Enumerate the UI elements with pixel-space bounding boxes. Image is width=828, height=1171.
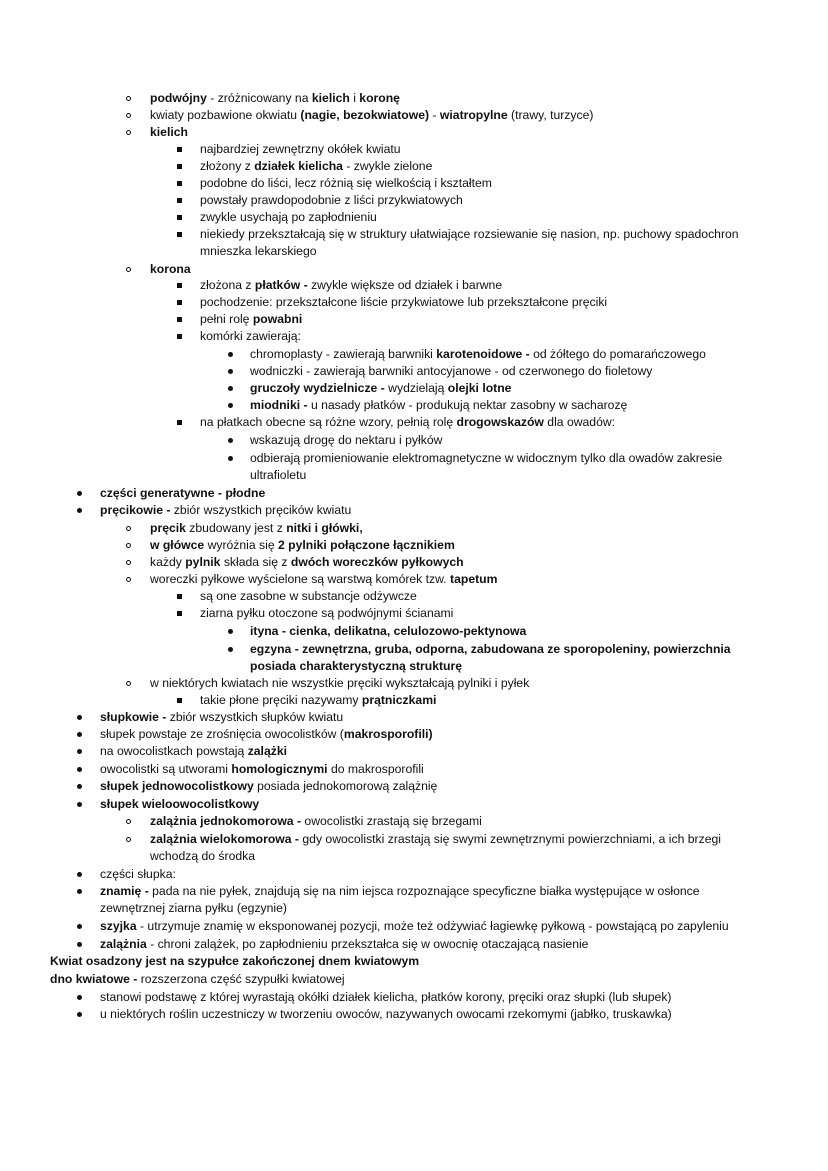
text-segment: ziarna pyłku otoczone są podwójnymi ścianami	[200, 606, 454, 620]
bullet-icon	[126, 537, 131, 554]
text-segment: na owocolistkach powstają	[100, 744, 248, 758]
filled-dot-bullet-icon	[77, 732, 82, 737]
filled-dot-bullet-icon	[77, 1012, 82, 1017]
text-segment: słupek powstaje ze zrośnięcia owocolistków (	[100, 727, 344, 741]
bold-term: koronę	[359, 91, 400, 105]
bullet-icon	[77, 1006, 82, 1023]
note-line	[50, 953, 419, 970]
bullet-icon	[228, 641, 233, 658]
note-line	[100, 989, 671, 1006]
bold-term: szyjka	[100, 919, 137, 933]
bold-term: słupek wieloowocolistkowy	[100, 797, 260, 811]
bold-term: części generatywne - płodne	[100, 486, 266, 500]
bullet-icon	[177, 175, 182, 192]
bullet-icon	[77, 796, 82, 813]
text-segment: ultrafioletu	[250, 468, 307, 482]
bullet-icon	[177, 588, 182, 605]
note-line	[200, 158, 432, 175]
bold-term: zalążki	[247, 744, 287, 758]
note-line	[100, 866, 176, 883]
bullet-icon	[77, 726, 82, 743]
bold-term: korona	[150, 262, 191, 276]
note-line	[100, 709, 343, 726]
note-line	[200, 311, 302, 328]
hollow-circle-bullet-icon	[126, 560, 131, 565]
text-segment: pełni rolę	[200, 312, 253, 326]
filled-dot-bullet-icon	[77, 491, 82, 496]
bullet-icon	[177, 605, 182, 622]
bold-term: pręcik	[150, 521, 186, 535]
square-bullet-icon	[177, 164, 182, 169]
bold-term: zalążnia jednokomorowa -	[150, 814, 302, 828]
text-segment: najbardziej zewnętrzny okółek kwiatu	[200, 142, 401, 156]
bold-term: prątniczkami	[361, 693, 437, 707]
note-line	[200, 605, 453, 622]
bold-term: wiatropylne	[439, 108, 508, 122]
bullet-icon	[77, 778, 82, 795]
text-segment: niekiedy przekształcają się w struktury ułatwiające rozsiewanie się nasion, np. puchowy spadochron	[200, 227, 739, 241]
bullet-icon	[177, 226, 182, 243]
note-line	[150, 675, 529, 692]
filled-dot-bullet-icon	[228, 386, 233, 391]
bold-term: (nagie, bezokwiatowe)	[300, 108, 430, 122]
note-line	[200, 243, 317, 260]
square-bullet-icon	[177, 594, 182, 599]
text-segment: -	[429, 108, 440, 122]
square-bullet-icon	[177, 198, 182, 203]
filled-dot-bullet-icon	[77, 924, 82, 929]
note-line	[200, 692, 436, 709]
filled-dot-bullet-icon	[77, 767, 82, 772]
text-segment: pada na nie pyłek, znajdują się na nim iejsca rozpoznające specyficzne białka występujące w osłonce	[148, 884, 700, 898]
note-line	[250, 467, 306, 484]
text-segment: owocolistki zrastają się brzegami	[301, 814, 482, 828]
note-line	[100, 502, 351, 519]
square-bullet-icon	[177, 300, 182, 305]
square-bullet-icon	[177, 334, 182, 339]
filled-dot-bullet-icon	[77, 942, 82, 947]
filled-dot-bullet-icon	[77, 889, 82, 894]
text-segment: owocolistki są utworami	[100, 762, 232, 776]
text-segment: kwiaty pozbawione okwiatu	[150, 108, 301, 122]
bold-term: dno kwiatowe -	[50, 972, 138, 986]
text-segment: zbudowany jest z	[185, 521, 287, 535]
bold-term: słupkowie -	[100, 710, 167, 724]
filled-dot-bullet-icon	[77, 508, 82, 513]
note-line	[250, 397, 627, 414]
note-line	[150, 848, 255, 865]
note-line	[150, 831, 721, 848]
note-line	[250, 641, 731, 658]
bold-term: ityna - cienka, delikatna, celulozowo-pektynowa	[250, 624, 527, 638]
bullet-icon	[126, 124, 131, 141]
bullet-icon	[77, 743, 82, 760]
note-line	[100, 726, 433, 743]
text-segment: zbiór wszystkich słupków kwiatu	[166, 710, 344, 724]
note-line	[100, 900, 287, 917]
note-line	[150, 571, 497, 588]
text-segment: każdy	[150, 555, 186, 569]
text-segment: zbiór wszystkich pręcików kwiatu	[170, 503, 352, 517]
text-segment: gdy owocolistki zrastają się swymi zewnętrznymi powierzchniami, a ich brzegi	[299, 832, 721, 846]
bullet-icon	[177, 692, 182, 709]
note-line	[100, 778, 437, 795]
note-line	[200, 277, 502, 294]
text-segment: na płatkach obecne są różne wzory, pełnią rolę	[200, 415, 457, 429]
text-segment: i	[349, 91, 360, 105]
filled-dot-bullet-icon	[228, 647, 233, 652]
hollow-circle-bullet-icon	[126, 267, 131, 272]
bullet-icon	[126, 831, 131, 848]
text-segment: powstały prawdopodobnie z liści przykwiatowych	[200, 193, 463, 207]
note-line	[200, 328, 301, 345]
bold-term: pylnik	[185, 555, 221, 569]
note-line	[150, 124, 188, 141]
text-segment: złożona z	[200, 278, 255, 292]
hollow-circle-bullet-icon	[126, 681, 131, 686]
filled-dot-bullet-icon	[77, 784, 82, 789]
bold-term: makrosporofili)	[343, 727, 433, 741]
note-line	[50, 971, 345, 988]
bullet-icon	[177, 328, 182, 345]
text-segment: dla owadów:	[543, 415, 616, 429]
bullet-icon	[77, 761, 82, 778]
note-line	[100, 918, 729, 935]
square-bullet-icon	[177, 317, 182, 322]
note-line	[150, 107, 593, 124]
text-segment: wodniczki - zawierają barwniki antocyjanowe - od czerwonego do fioletowy	[250, 364, 653, 378]
bold-term: Kwiat osadzony jest na szypułce zakończonej dnem kwiatowym	[50, 954, 420, 968]
bold-term: tapetum	[450, 572, 498, 586]
bullet-icon	[126, 520, 131, 537]
bold-term: działek kielicha	[254, 159, 343, 173]
bullet-icon	[77, 936, 82, 953]
text-segment: zwykle większe od działek i barwne	[307, 278, 503, 292]
bold-term: w główce	[150, 538, 205, 552]
bold-term: dwóch woreczków pyłkowych	[290, 555, 464, 569]
note-line	[150, 520, 363, 537]
text-segment: odbierają promieniowanie elektromagnetyczne w widocznym tylko dla owadów zakresie	[250, 451, 723, 465]
hollow-circle-bullet-icon	[126, 113, 131, 118]
bold-term: miodniki -	[250, 398, 308, 412]
bullet-icon	[177, 311, 182, 328]
note-line	[100, 883, 700, 900]
bullet-icon	[228, 450, 233, 467]
note-line	[200, 209, 377, 226]
text-segment: pochodzenie: przekształcone liście przykwiatowe lub przekształcone pręciki	[200, 295, 608, 309]
text-segment: - zwykle zielone	[342, 159, 433, 173]
bold-term: zalążnia	[100, 937, 147, 951]
text-segment: wskazują drogę do nektaru i pyłków	[250, 433, 443, 447]
text-segment: zewnętrznej ziarna pyłku (egzynie)	[100, 901, 287, 915]
bold-term: kielich	[150, 125, 188, 139]
text-segment: u niektórych roślin uczestniczy w tworzeniu owoców, nazywanych owocami rzekomymi (jabłko, truskawka)	[100, 1007, 672, 1021]
note-line	[100, 761, 424, 778]
square-bullet-icon	[177, 232, 182, 237]
text-segment: podobne do liści, lecz różnią się wielkością i kształtem	[200, 176, 492, 190]
text-segment: składa się z	[220, 555, 291, 569]
note-line	[100, 936, 588, 953]
note-line	[150, 554, 464, 571]
text-segment: są one zasobne w substancje odżywcze	[200, 589, 417, 603]
square-bullet-icon	[177, 147, 182, 152]
note-line	[250, 658, 462, 675]
text-segment: części słupka:	[100, 867, 176, 881]
hollow-circle-bullet-icon	[126, 837, 131, 842]
bold-term: posiada charakterystyczną strukturę	[250, 659, 463, 673]
bullet-icon	[126, 571, 131, 588]
bold-term: 2 pylniki połączone łącznikiem	[278, 538, 455, 552]
hollow-circle-bullet-icon	[126, 96, 131, 101]
bullet-icon	[126, 675, 131, 692]
hollow-circle-bullet-icon	[126, 577, 131, 582]
text-segment: złożony z	[200, 159, 255, 173]
text-segment: u nasady płatków - produkują nektar zasobny w sacharozę	[307, 398, 628, 412]
bullet-icon	[228, 380, 233, 397]
bold-term: gruczoły wydzielnicze -	[250, 381, 385, 395]
bold-term: zalążnia wielokomorowa -	[150, 832, 299, 846]
note-line	[200, 141, 401, 158]
note-line	[150, 90, 400, 107]
bullet-icon	[77, 502, 82, 519]
text-segment: rozszerzona część szypułki kwiatowej	[137, 972, 345, 986]
filled-dot-bullet-icon	[77, 995, 82, 1000]
filled-dot-bullet-icon	[77, 802, 82, 807]
bold-term: znamię -	[100, 884, 149, 898]
text-segment: chromoplasty - zawierają barwniki	[250, 347, 437, 361]
filled-dot-bullet-icon	[228, 438, 233, 443]
bullet-icon	[126, 261, 131, 278]
bold-term: pręcikowie -	[100, 503, 171, 517]
bullet-icon	[126, 554, 131, 571]
text-segment: wyróżnia się	[204, 538, 279, 552]
text-segment: zwykle usychają po zapłodnieniu	[200, 210, 377, 224]
bold-term: homologicznymi	[231, 762, 328, 776]
bullet-icon	[77, 866, 82, 883]
bullet-icon	[177, 141, 182, 158]
note-line	[150, 537, 455, 554]
filled-dot-bullet-icon	[228, 369, 233, 374]
note-line	[250, 363, 652, 380]
note-line	[100, 796, 259, 813]
note-line	[200, 294, 607, 311]
text-segment: od żółtego do pomarańczowego	[529, 347, 706, 361]
bullet-icon	[126, 90, 131, 107]
bullet-icon	[77, 918, 82, 935]
square-bullet-icon	[177, 420, 182, 425]
text-segment: woreczki pyłkowe wyścielone są warstwą komórek tzw.	[150, 572, 451, 586]
text-segment: stanowi podstawę z której wyrastają okółki działek kielicha, płatków korony, pręciki oraz słupki (lub słupek)	[100, 990, 672, 1004]
bullet-icon	[177, 192, 182, 209]
bullet-icon	[77, 883, 82, 900]
note-line	[200, 175, 492, 192]
hollow-circle-bullet-icon	[126, 819, 131, 824]
bold-term: słupek jednowocolistkowy	[100, 779, 254, 793]
square-bullet-icon	[177, 611, 182, 616]
text-segment: posiada jednokomorową zalążnię	[253, 779, 438, 793]
filled-dot-bullet-icon	[77, 872, 82, 877]
note-line	[250, 346, 706, 363]
square-bullet-icon	[177, 698, 182, 703]
filled-dot-bullet-icon	[228, 403, 233, 408]
bold-term: podwójny	[150, 91, 207, 105]
hollow-circle-bullet-icon	[126, 526, 131, 531]
bold-term: egzyna - zewnętrzna, gruba, odporna, zabudowana ze sporopoleniny, powierzchnia	[250, 642, 731, 656]
bullet-icon	[228, 363, 233, 380]
bold-term: karotenoidowe -	[436, 347, 530, 361]
note-line	[100, 1006, 672, 1023]
bullet-icon	[177, 414, 182, 431]
filled-dot-bullet-icon	[228, 352, 233, 357]
bullet-icon	[126, 107, 131, 124]
square-bullet-icon	[177, 283, 182, 288]
text-segment: do makrosporofili	[327, 762, 424, 776]
note-line	[250, 623, 526, 640]
square-bullet-icon	[177, 215, 182, 220]
filled-dot-bullet-icon	[77, 715, 82, 720]
bullet-icon	[77, 485, 82, 502]
note-line	[100, 485, 265, 502]
note-line	[200, 588, 417, 605]
hollow-circle-bullet-icon	[126, 543, 131, 548]
bullet-icon	[177, 277, 182, 294]
bullet-icon	[77, 989, 82, 1006]
bold-term: nitki i główki,	[286, 521, 363, 535]
hollow-circle-bullet-icon	[126, 130, 131, 135]
note-line	[200, 192, 463, 209]
note-line	[150, 813, 482, 830]
text-segment: komórki zawierają:	[200, 329, 301, 343]
bullet-icon	[126, 813, 131, 830]
text-segment: - zróżnicowany na	[206, 91, 312, 105]
bullet-icon	[228, 623, 233, 640]
filled-dot-bullet-icon	[77, 749, 82, 754]
bullet-icon	[177, 158, 182, 175]
bullet-icon	[228, 432, 233, 449]
filled-dot-bullet-icon	[228, 629, 233, 634]
filled-dot-bullet-icon	[228, 456, 233, 461]
text-segment: wydzielają	[384, 381, 448, 395]
text-segment: mnieszka lekarskiego	[200, 244, 317, 258]
bold-term: płatków -	[254, 278, 308, 292]
note-line	[200, 226, 739, 243]
text-segment: - utrzymuje znamię w eksponowanej pozycji, może też odżywiać łagiewkę pyłkową - powstającą po zapyleniu	[136, 919, 729, 933]
bold-term: drogowskazów	[456, 415, 544, 429]
note-line	[200, 414, 615, 431]
text-segment: (trawy, turzyce)	[507, 108, 594, 122]
bullet-icon	[77, 709, 82, 726]
note-line	[150, 261, 191, 278]
note-line	[100, 743, 287, 760]
note-line	[250, 432, 442, 449]
bold-term: kielich	[311, 91, 350, 105]
bullet-icon	[228, 397, 233, 414]
bullet-icon	[177, 209, 182, 226]
bullet-icon	[228, 346, 233, 363]
text-segment: wchodzą do środka	[150, 849, 256, 863]
bold-term: olejki lotne	[447, 381, 512, 395]
text-segment: - chroni zalążek, po zapłodnieniu przekształca się w owocnię otaczającą nasienie	[146, 937, 589, 951]
text-segment: takie płone pręciki nazywamy	[200, 693, 362, 707]
bullet-icon	[177, 294, 182, 311]
bold-term: powabni	[252, 312, 303, 326]
text-segment: w niektórych kwiatach nie wszystkie pręciki wykształcają pylniki i pyłek	[150, 676, 530, 690]
square-bullet-icon	[177, 181, 182, 186]
note-line	[250, 450, 722, 467]
note-line	[250, 380, 511, 397]
